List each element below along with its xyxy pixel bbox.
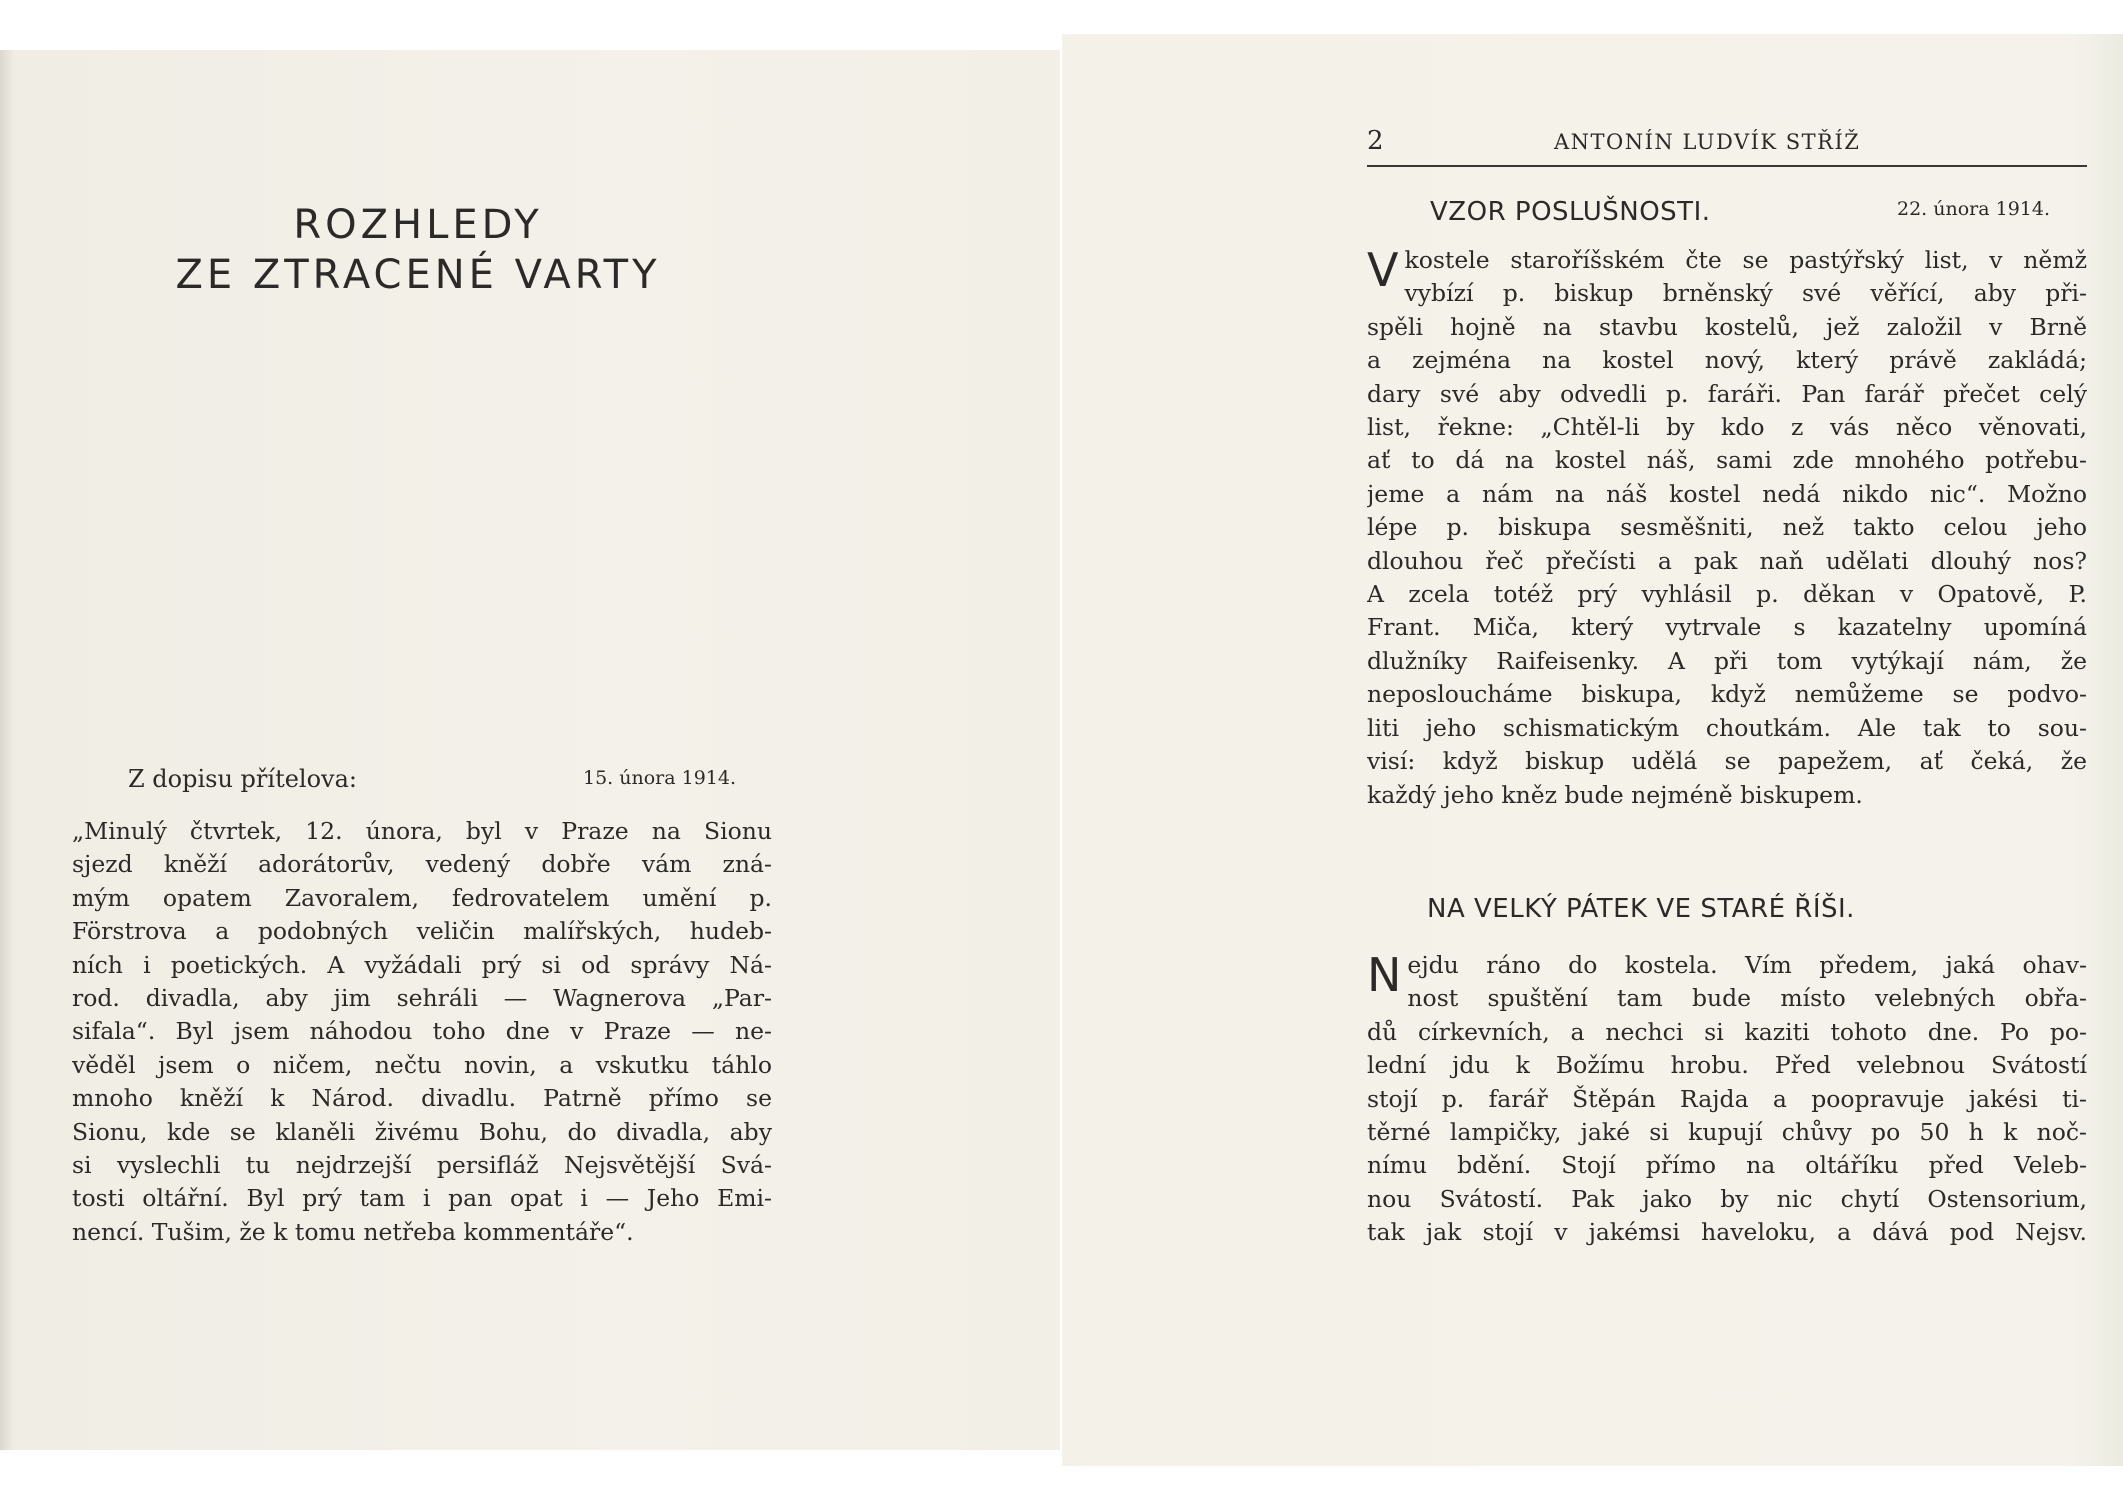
running-head: ANTONÍN LUDVÍK STŘÍŽ	[1554, 130, 1861, 154]
page-title	[28, 200, 808, 300]
text-line: tosti oltářní. Byl prý tam i pan opat i — Jeho Emi-	[72, 1184, 772, 1213]
text-line: rod. divadla, aby jim sehráli — Wagnerova „Par-	[72, 984, 772, 1013]
text-line: ejdu ráno do kostela. Vím předem, jaká ohav-	[1407, 951, 2087, 979]
text-line: spěli hojně na stavbu kostelů, jež založil v Brně	[1367, 312, 2087, 341]
text-line: mnoho kněží k Národ. divadlu. Patrně přímo se	[72, 1084, 772, 1113]
text-line: list, řekne: „Chtěl-li by kdo z vás něco věnovati,	[1367, 413, 2087, 442]
right-page	[1062, 34, 2123, 1466]
section-body	[1367, 949, 2087, 1250]
text-line: si vyslechli tu nejdrzejší persifláž Nejsvětější Svá-	[72, 1151, 772, 1180]
text-line: stojí p. farář Štěpán Rajda a poopravuje jakési ti-	[1367, 1084, 2087, 1113]
section-title: NA VELKÝ PÁTEK VE STARÉ ŘÍŠI.	[1427, 894, 1855, 924]
text-line: Förstrova a podobných veličin malířských, hudeb-	[72, 917, 772, 946]
title-line-2: ZE ZTRACENÉ VARTY	[175, 252, 661, 298]
text-line: A zcela totéž prý vyhlásil p. děkan v Opatově, P.	[1367, 580, 2087, 609]
letter-intro: Z dopisu přítelova:	[128, 765, 357, 793]
text-line: sifala“. Byl jsem náhodou toho dne v Praze — ne-	[72, 1017, 772, 1046]
letter-date: 15. února 1914.	[583, 767, 737, 789]
section-date: 22. února 1914.	[1897, 198, 2051, 220]
letter-body	[72, 815, 772, 1249]
text-line: neposloucháme biskupa, když nemůžeme se podvo-	[1367, 680, 2087, 709]
text-line: ních i poetických. A vyžádali prý si od správy Ná-	[72, 950, 772, 979]
text-line: věděl jsem o ničem, nečtu novin, a vskutku táhlo	[72, 1050, 772, 1079]
text-line: každý jeho kněz bude nejméně biskupem.	[1367, 780, 1863, 809]
text-line: mým opatem Zavoralem, fedrovatelem umění p.	[72, 883, 772, 912]
text-line: lépe p. biskupa sesměšniti, než takto celou jeho	[1367, 513, 2087, 542]
text-line: těrné lampičky, jaké si kupují chůvy po 50 h k noč-	[1367, 1118, 2087, 1147]
text-line: visí: když biskup udělá se papežem, ať čeká, že	[1367, 747, 2087, 776]
title-line-1: ROZHLEDY	[293, 202, 543, 248]
text-line: liti jeho schismatickým choutkám. Ale tak to sou-	[1367, 713, 2087, 742]
section-title: VZOR POSLUŠNOSTI.	[1430, 197, 1711, 227]
text-line: kostele staroříšském čte se pastýřský list, v němž	[1404, 246, 2087, 274]
text-line: nost spuštění tam bude místo velebných obřa-	[1407, 984, 2087, 1013]
text-line: ať to dá na kostel náš, sami zde mnohého potřebu-	[1367, 446, 2087, 475]
text-line: nencí. Tušim, že k tomu netřeba kommentáře“.	[72, 1217, 634, 1246]
text-line: nou Svátostí. Pak jako by nic chytí Ostensorium,	[1367, 1184, 2087, 1213]
text-line: sjezd kněží adorátorův, vedený dobře vám zná-	[72, 850, 772, 879]
dropcap-block	[1367, 244, 2087, 311]
page-number: 2	[1367, 126, 1384, 156]
text-line: „Minulý čtvrtek, 12. února, byl v Praze na Sionu	[72, 817, 772, 845]
text-line: Sionu, kde se klaněli živému Bohu, do divadla, aby	[72, 1117, 772, 1146]
text-line: Frant. Miča, který vytrvale s kazatelny upomíná	[1367, 613, 2087, 642]
text-line: nímu bdění. Stojí přímo na oltáříku před Veleb-	[1367, 1151, 2087, 1180]
text-line: a zejména na kostel nový, který právě zakládá;	[1367, 346, 2087, 375]
text-line: vybízí p. biskup brněnský své věřící, aby při-	[1404, 279, 2087, 308]
dropcap-block	[1367, 949, 2087, 1016]
text-line: lední jdu k Božímu hrobu. Před velebnou Svátostí	[1367, 1051, 2087, 1080]
section-body	[1367, 244, 2087, 812]
text-line: dlužníky Raifeisenky. A při tom vytýkají nám, že	[1367, 646, 2087, 675]
left-page	[0, 50, 1060, 1450]
header-rule	[1367, 165, 2087, 167]
dropcap: N	[1367, 948, 1402, 1002]
text-line: jeme a nám na náš kostel nedá nikdo nic“. Možno	[1367, 479, 2087, 508]
text-line: dů církevních, a nechci si kaziti tohoto dne. Po po-	[1367, 1017, 2087, 1046]
text-line: tak jak stojí v jakémsi haveloku, a dává pod Nejsv.	[1367, 1218, 2087, 1247]
text-line: dary své aby odvedli p. faráři. Pan farář přečet celý	[1367, 379, 2087, 408]
text-line: dlouhou řeč přečísti a pak naň udělati dlouhý nos?	[1367, 546, 2087, 575]
dropcap: V	[1367, 243, 1399, 297]
